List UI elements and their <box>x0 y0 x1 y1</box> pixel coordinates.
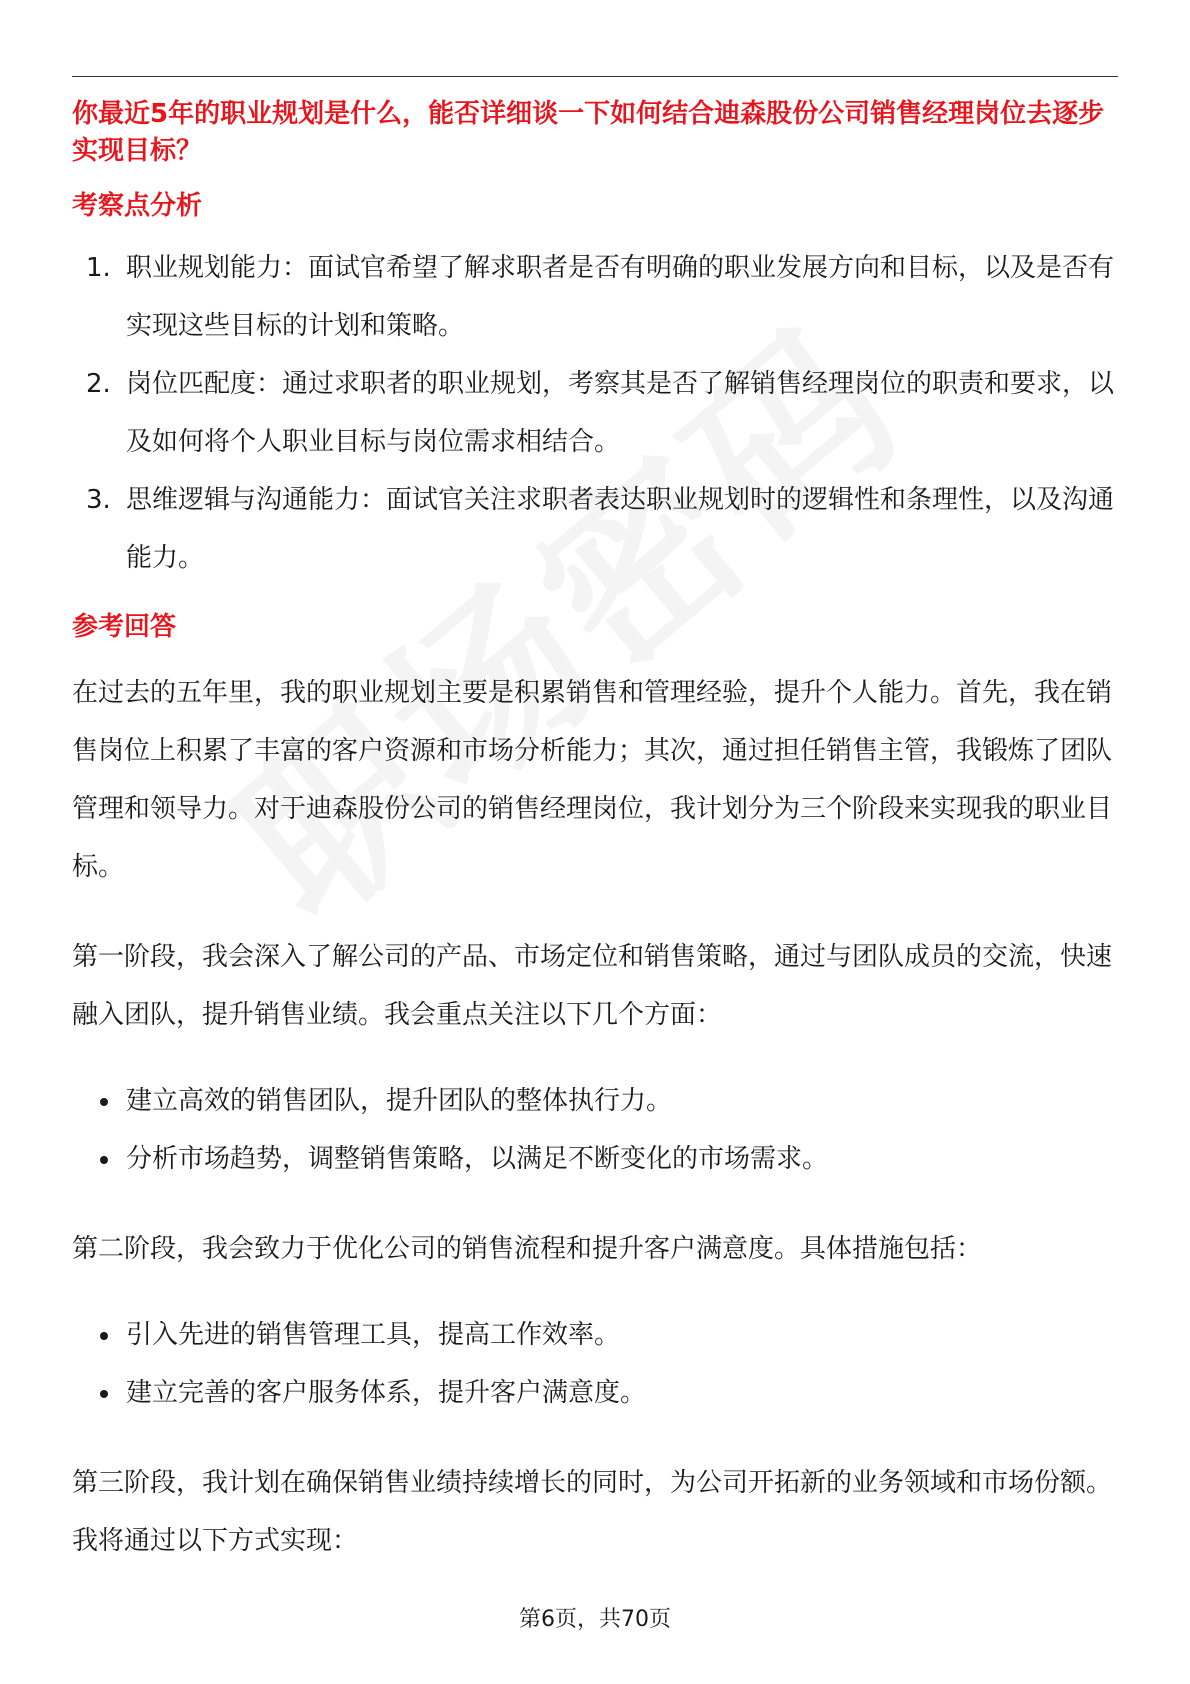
bullet-dot-icon <box>100 1390 108 1398</box>
question-title: 你最近5年的职业规划是什么，能否详细谈一下如何结合迪森股份公司销售经理岗位去逐步实现目标？ <box>72 99 1105 166</box>
stage3-paragraph: 第三阶段，我计划在确保销售业绩持续增长的同时，为公司开拓新的业务领域和市场份额。我将通过以下方式实现： <box>72 1468 1113 1556</box>
stage2-paragraph: 第二阶段，我会致力于优化公司的销售流程和提升客户满意度。具体措施包括： <box>72 1234 983 1264</box>
bullet-item <box>72 1072 1118 1130</box>
top-divider <box>72 76 1118 77</box>
analysis-item-text: 职业规划能力：面试官希望了解求职者是否有明确的职业发展方向和目标，以及是否有实现这些目标的计划和策略。 <box>126 253 1115 341</box>
answer-heading: 参考回答 <box>72 612 177 642</box>
analysis-item-number: 1. <box>86 253 111 283</box>
page-content <box>72 96 1118 1570</box>
stage1-paragraph: 第一阶段，我会深入了解公司的产品、市场定位和销售策略，通过与团队成员的交流，快速融入团队，提升销售业绩。我会重点关注以下几个方面： <box>72 942 1113 1030</box>
analysis-list <box>72 239 1118 587</box>
bullet-item <box>72 1306 1118 1364</box>
analysis-item-number: 3. <box>86 485 111 515</box>
answer-intro: 在过去的五年里，我的职业规划主要是积累销售和管理经验，提升个人能力。首先，我在销售岗位上积累了丰富的客户资源和市场分析能力；其次，通过担任销售主管，我锻炼了团队管理和领导力。对于迪森股份公司的销售经理岗位，我计划分为三个阶段来实现我的职业目标。 <box>72 678 1113 882</box>
bullet-text: 建立完善的客户服务体系，提升客户满意度。 <box>126 1378 647 1408</box>
stage1-bullets <box>72 1072 1118 1188</box>
bullet-text: 分析市场趋势，调整销售策略，以满足不断变化的市场需求。 <box>126 1144 829 1174</box>
analysis-item <box>72 355 1118 471</box>
bullet-dot-icon <box>100 1156 108 1164</box>
analysis-item-text: 岗位匹配度：通过求职者的职业规划，考察其是否了解销售经理岗位的职责和要求，以及如何将个人职业目标与岗位需求相结合。 <box>126 369 1115 457</box>
analysis-item <box>72 239 1118 355</box>
analysis-item-text: 思维逻辑与沟通能力：面试官关注求职者表达职业规划时的逻辑性和条理性，以及沟通能力。 <box>126 485 1115 573</box>
bullet-item <box>72 1364 1118 1422</box>
bullet-dot-icon <box>100 1332 108 1340</box>
analysis-item-number: 2. <box>86 369 111 399</box>
bullet-text: 建立高效的销售团队，提升团队的整体执行力。 <box>126 1086 673 1116</box>
analysis-heading: 考察点分析 <box>72 191 203 221</box>
bullet-dot-icon <box>100 1098 108 1106</box>
analysis-item <box>72 471 1118 587</box>
stage2-bullets <box>72 1306 1118 1422</box>
bullet-text: 引入先进的销售管理工具，提高工作效率。 <box>126 1320 621 1350</box>
bullet-item <box>72 1130 1118 1188</box>
page-number: 第6页，共70页 <box>519 1607 671 1632</box>
